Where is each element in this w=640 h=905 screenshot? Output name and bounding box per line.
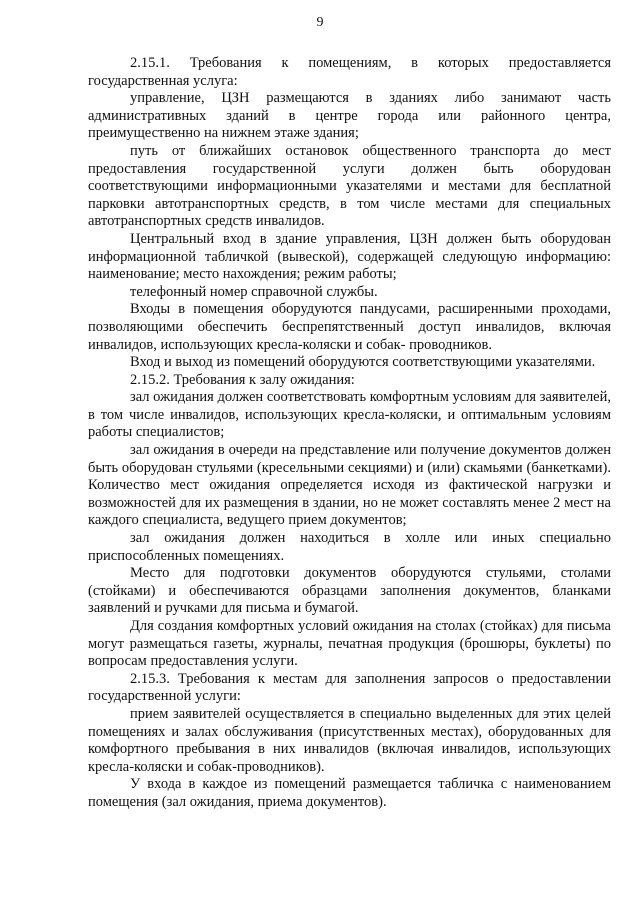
- paragraph-document-preparation: Место для подготовки документов оборудуются стульями, столами (стойками) и обеспечиваются образцами заполнения документов, бланками заявлений и ручками для письма и бумагой.: [88, 565, 611, 617]
- paragraph-reception: прием заявителей осуществляется в специально выделенных для этих целей помещениях и залах обслуживания (присутственных местах), оборудованных для комфортного пребывания в них инвалидов (включая инвалидов, использующих кресла-коляски и собак-проводников).: [88, 705, 611, 775]
- paragraph-central-entrance: Центральный вход в здание управления, ЦЗН должен быть оборудован информационной табличкой (вывеской), содержащей следующую информацию: наименование; место нахождения; режим работы;: [88, 230, 611, 283]
- paragraph-2-15-3-heading: 2.15.3. Требования к местам для заполнения запросов о предоставлении государственной услуги:: [88, 670, 611, 705]
- paragraph-waiting-hall-comfort: зал ожидания должен соответствовать комфортным условиям для заявителей, в том числе инвалидов, использующих кресла-коляски, и оптимальным условиям работы специалистов;: [88, 389, 611, 441]
- paragraph-room-sign: У входа в каждое из помещений размещается табличка с наименованием помещения (зал ожидания, приема документов).: [88, 776, 611, 810]
- paragraph-phone-number: телефонный номер справочной службы.: [130, 283, 378, 300]
- paragraph-2-15-1-heading: 2.15.1. Требования к помещениям, в которых предоставляется государственная услуга:: [88, 55, 611, 89]
- paragraph-printed-materials: Для создания комфортных условий ожидания на столах (стойках) для письма могут размещаться газеты, журналы, печатная продукция (брошюры, буклеты) по вопросам предоставления услуги.: [88, 618, 611, 670]
- paragraph-waiting-hall-location: зал ожидания должен находиться в холле или иных специально приспособленных помещениях.: [88, 530, 611, 564]
- paragraph-ramps: Входы в помещения оборудуются пандусами, расширенными проходами, позволяющими обеспечить беспрепятственный доступ инвалидов, включая инвалидов, использующих кресла-коляски и собак- проводников.: [88, 301, 611, 353]
- document-body: [88, 55, 611, 812]
- paragraph-transport-path: путь от ближайших остановок общественного транспорта до мест предоставления государственной услуги должен быть оборудован соответствующими информационными указателями и местами для бесплатной парковки автотранспортных средств, в том числе местами для специальных автотранспортных средств инвалидов.: [88, 142, 611, 230]
- page-number: 9: [316, 15, 324, 30]
- paragraph-entry-exit: Вход и выход из помещений оборудуются соответствующими указателями.: [130, 354, 596, 371]
- paragraph-waiting-hall-seating: зал ожидания в очереди на представление или получение документов должен быть оборудован стульями (кресельными секциями) и (или) скамьями (банкетками). Количество мест ожидания определяется исходя из фактической нагрузки и возможностей для их размещения в здании, но не может составлять менее 2 мест на каждого специалиста, ведущего прием документов;: [88, 442, 611, 529]
- paragraph-2-15-2-heading: 2.15.2. Требования к залу ожидания:: [130, 371, 355, 388]
- paragraph-location: управление, ЦЗН размещаются в зданиях либо занимают часть административных зданий в центре города или районного центра, преимущественно на нижнем этаже здания;: [88, 90, 611, 142]
